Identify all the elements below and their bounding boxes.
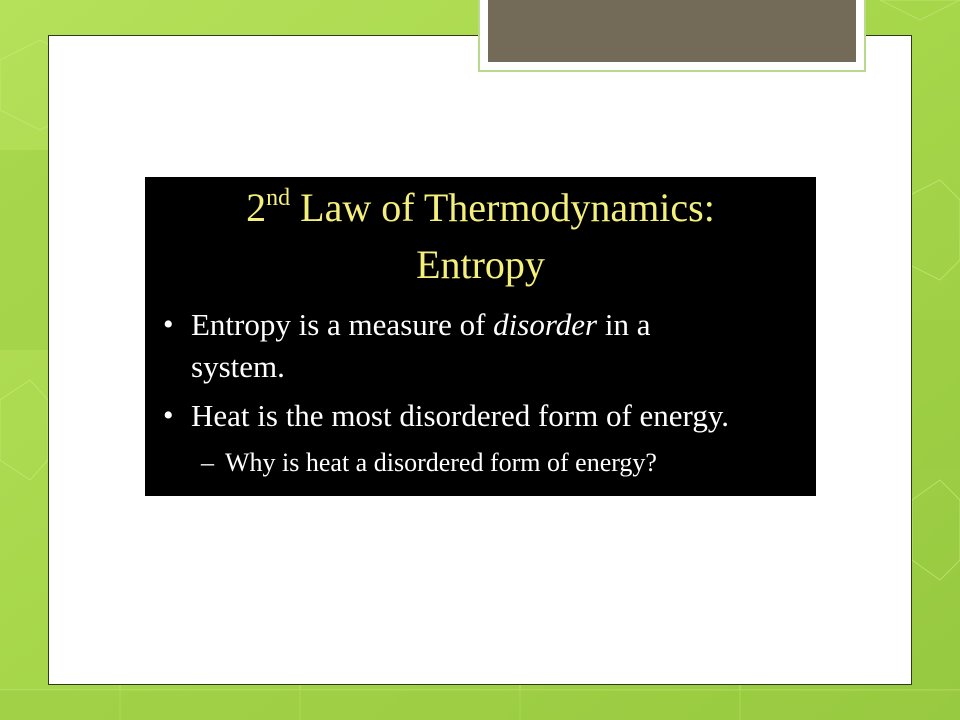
sub-bullet: Why is heat a disordered form of energy?: [225, 448, 657, 477]
bullet-1: Entropy is a measure of disorder in a: [191, 307, 651, 342]
bullet-2: Heat is the most disordered form of energy.: [191, 398, 730, 433]
bullet-dot-2: •: [163, 399, 174, 432]
entropy-slide-image: [145, 177, 816, 496]
content-title: 2nd Law of Thermodynamics:: [246, 185, 715, 230]
header-tab: [488, 0, 856, 62]
bullet-dot-1: •: [163, 308, 174, 341]
bullet-1-continuation: system.: [191, 349, 285, 384]
content-subtitle: Entropy: [416, 242, 545, 287]
sub-bullet-dash: –: [201, 448, 214, 477]
